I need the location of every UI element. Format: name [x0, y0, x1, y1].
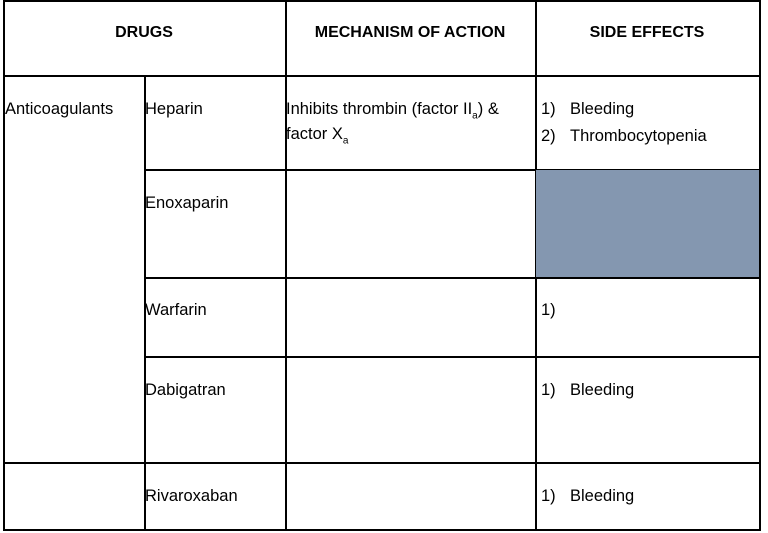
side-effect-text: Bleeding [570, 381, 635, 399]
drug-class-label: Anticoagulants [5, 100, 114, 118]
mechanism-text-part: factor X [286, 125, 343, 143]
drug-table [3, 0, 761, 530]
side-effect-item [541, 486, 634, 506]
side-effect-text: Thrombocytopenia [570, 127, 707, 145]
subscript: a [342, 135, 349, 147]
mechanism-text [286, 99, 499, 122]
item-number: 1) [541, 487, 556, 505]
drug-name: Rivaroxaban [145, 487, 238, 505]
item-number: 1) [541, 381, 556, 399]
row-divider [144, 356, 761, 358]
drug-name: Heparin [145, 100, 203, 118]
table-border-right [759, 0, 761, 530]
side-effect-item [541, 126, 707, 146]
side-effect-item [541, 300, 570, 320]
table-border-left [3, 0, 5, 530]
item-number: 2) [541, 127, 556, 145]
shaded-cell [536, 170, 759, 277]
drug-name: Warfarin [145, 301, 207, 319]
column-divider [285, 0, 287, 530]
side-effect-text: Bleeding [570, 487, 635, 505]
header-drugs: DRUGS [115, 24, 173, 41]
item-number: 1) [541, 301, 556, 319]
drug-name: Dabigatran [145, 381, 226, 399]
header-side-effects: SIDE EFFECTS [589, 24, 705, 41]
mechanism-text-part: Inhibits thrombin (factor II [286, 100, 473, 118]
side-effect-item [541, 99, 634, 119]
item-number: 1) [541, 100, 556, 118]
table-border-top [3, 0, 761, 2]
row-divider [144, 277, 761, 279]
header-divider [3, 75, 761, 77]
mechanism-text [286, 124, 349, 147]
side-effect-text: Bleeding [570, 100, 635, 118]
subscript: a [472, 110, 478, 122]
table-border-bottom [3, 529, 761, 531]
side-effect-item [541, 380, 634, 400]
mechanism-text-part: ) & [477, 100, 499, 118]
drug-name: Enoxaparin [145, 194, 229, 212]
row-divider [3, 462, 761, 464]
header-mechanism: MECHANISM OF ACTION [314, 24, 506, 41]
